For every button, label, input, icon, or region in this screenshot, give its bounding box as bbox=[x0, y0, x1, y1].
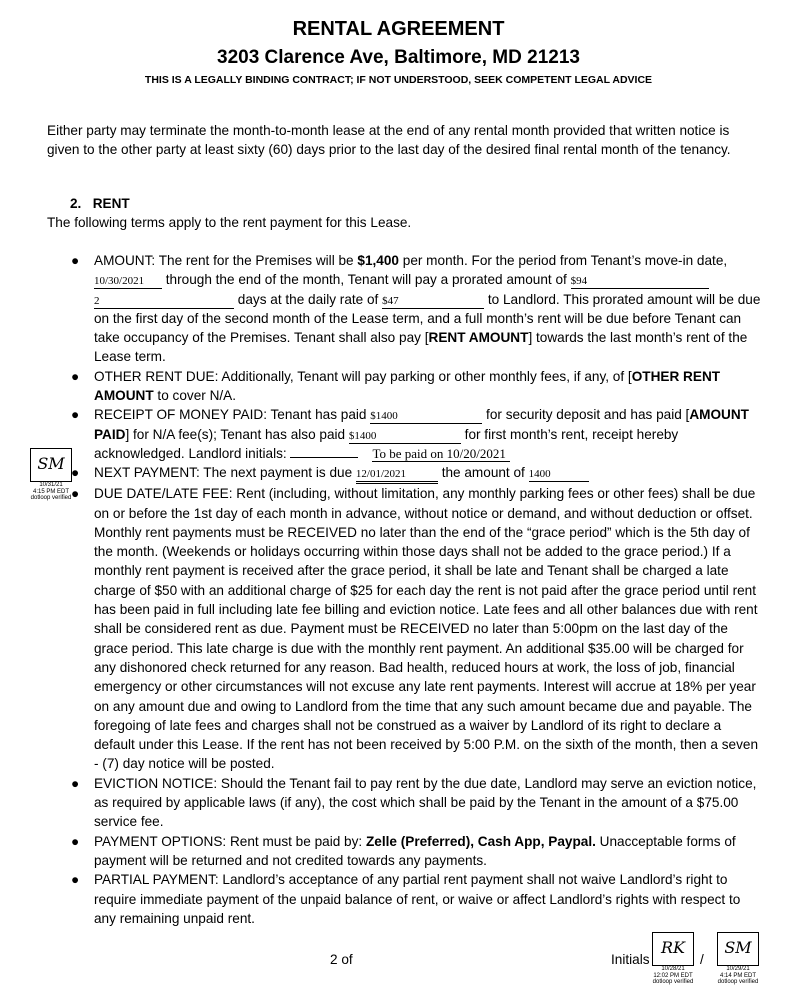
list-item-other-rent: ● OTHER RENT DUE: Additionally, Tenant will pay parking or other monthly fees, if any, of [OTHER RENT AMOUNT to cover N/A. bbox=[71, 368, 721, 404]
termination-paragraph: Either party may terminate the month-to-month lease at the end of any rental month provided that written notice is given to the other party at least sixty (60) days prior to the last day of the desired final rental month of the tenancy. bbox=[47, 123, 731, 158]
list-item-amount: ● AMOUNT: The rent for the Premises will be $1,400 per month. For the period from Tenant’s move-in date, 10/30/2021 through the end of the month, Tenant will pay a prorated amount of $94 2 days at the daily rate of $47 to Landlord. This prorated amount will be due on the first day of the second month of the Lease term, and a full month’s rent will be due before Tenant can take occupancy of the Premises. Tenant shall also pay [RENT AMOUNT] towards the last month’s rent of the Lease term. bbox=[71, 253, 761, 365]
first-month-field[interactable]: $1400 bbox=[349, 430, 461, 444]
bullet-icon: ● bbox=[71, 486, 80, 502]
bullet-icon: ● bbox=[71, 253, 80, 268]
next-amount-field[interactable]: 1400 bbox=[529, 468, 589, 482]
bullet-icon: ● bbox=[71, 775, 80, 791]
section-title: RENT bbox=[92, 196, 130, 211]
move-in-date-field[interactable]: 10/30/2021 bbox=[94, 275, 162, 289]
document-title: RENTAL AGREEMENT bbox=[292, 18, 505, 40]
list-item-receipt: ● RECEIPT OF MONEY PAID: Tenant has paid $1400 for security deposit and has paid [AMOUNT PAID] for N/A fee(s); Tenant has also paid $1400 for first month’s rent, receipt hereby acknowledged. Landlord initials: To be paid on 10/20/2021 bbox=[71, 407, 749, 461]
list-item-payment-options: ● PAYMENT OPTIONS: Rent must be paid by: Zelle (Preferred), Cash App, Paypal. Unacceptable forms of payment will be returned and not credited towards any payments. bbox=[71, 833, 736, 868]
prorated-amount-field[interactable]: $94 bbox=[571, 275, 709, 289]
landlord-initials-field[interactable] bbox=[290, 457, 358, 458]
legal-notice: THIS IS A LEGALLY BINDING CONTRACT; IF NOT UNDERSTOOD, SEEK COMPETENT LEGAL ADVICE bbox=[144, 74, 653, 86]
signature-verified: dotloop verified bbox=[652, 979, 694, 985]
tenant-initials-stamp[interactable] bbox=[643, 932, 703, 986]
signature-initials: RK bbox=[652, 932, 694, 966]
section-heading bbox=[70, 196, 130, 211]
list-item-due-date: ● DUE DATE/LATE FEE: Rent (including, without limitation, any monthly parking fees or other fees) shall be due on or before the 1st day of each month in advance, without notice or demand, and without deduction or offset. Monthly rent payments must be RECEIVED no later than the end of the “grace period” which is the 5th day of the month. (Weekends or holidays occurring within those days shall not be added to the grace period.) If a monthly rent payment is received after the grace period, it shall be late and Tenant shall be charged a late charge of $50 with an additional charge of $25 for each day the rent is not paid after the grace period until rent has been paid in full including late fee billing and eviction notice. Late fees and all other balances due with rent shall be considered rent as due. Payment must be RECEIVED no later than 5:00pm on the last day of the grace period. This late charge is due with the monthly rent payment. An additional $35.00 will be charged for any dishonored check returned for any reason. Bad health, reduced hours at work, the loss of job, financial emergency or other circumstances will not excuse any late rent payments. Interest will accrue at 18% per year on any amount due and owing to Landlord from the time that any such amount became due and payable. The foregoing of late fees and charges shall not be construed as a waiver by Landlord of its right to declare a default under this Lease. If the rent has not been received by 5:00 P.M. on the sixth of the month, then a seven - (7) day notice will be posted. bbox=[71, 486, 759, 772]
initials-separator: / bbox=[700, 952, 704, 967]
days-field[interactable]: 2 bbox=[94, 295, 234, 309]
signature-date: 10/31/21 bbox=[39, 482, 63, 488]
signature-time: 12:02 PM EDT bbox=[653, 972, 693, 979]
signature-date: 10/29/21 bbox=[726, 966, 750, 972]
bullet-icon: ● bbox=[71, 368, 80, 384]
section-subtitle: The following terms apply to the rent payment for this Lease. bbox=[47, 215, 412, 230]
signature-initials: SM bbox=[30, 448, 72, 482]
security-deposit-field[interactable]: $1400 bbox=[370, 410, 482, 424]
rent-terms-list bbox=[71, 251, 761, 928]
margin-initials-stamp[interactable] bbox=[21, 448, 81, 502]
list-item-eviction: ● EVICTION NOTICE: Should the Tenant fail to pay rent by the due date, Landlord may serve an eviction notice, as required by applicable laws (if any), the cost which shall be paid by the Tenant in the amount of a $75.00 service fee. bbox=[71, 775, 757, 830]
initials-note: To be paid on 10/20/2021 bbox=[372, 446, 509, 462]
list-item-next-payment: ● NEXT PAYMENT: The next payment is due 12/01/2021 the amount of 1400 bbox=[71, 463, 761, 484]
landlord-initials-stamp[interactable] bbox=[708, 932, 768, 986]
next-due-date-field[interactable]: 12/01/2021 bbox=[356, 468, 438, 484]
daily-rate-field[interactable]: $47 bbox=[382, 295, 484, 309]
initials-label: Initials bbox=[611, 952, 650, 967]
bullet-icon: ● bbox=[71, 407, 80, 423]
signature-time: 4:14 PM EDT bbox=[719, 972, 756, 979]
bullet-icon: ● bbox=[71, 872, 80, 888]
signature-verified: dotloop verified bbox=[30, 495, 72, 501]
bullet-icon: ● bbox=[71, 833, 80, 849]
signature-time: 4:15 PM EDT bbox=[32, 488, 69, 495]
section-number: 2. bbox=[70, 196, 82, 211]
bullet-icon: ● bbox=[71, 465, 80, 481]
list-item-partial-payment: ● PARTIAL PAYMENT: Landlord’s acceptance of any partial rent payment shall not waive Landlord’s right to require immediate payment of the unpaid balance of rent, or waive or affect Landlord’s rights with respect to any remaining unpaid rent. bbox=[71, 872, 741, 926]
signature-verified: dotloop verified bbox=[717, 979, 759, 985]
property-address: 3203 Clarence Ave, Baltimore, MD 21213 bbox=[217, 47, 580, 68]
page-number: 2 of bbox=[330, 952, 353, 967]
signature-date: 10/28/21 bbox=[661, 966, 685, 972]
signature-initials: SM bbox=[717, 932, 759, 966]
